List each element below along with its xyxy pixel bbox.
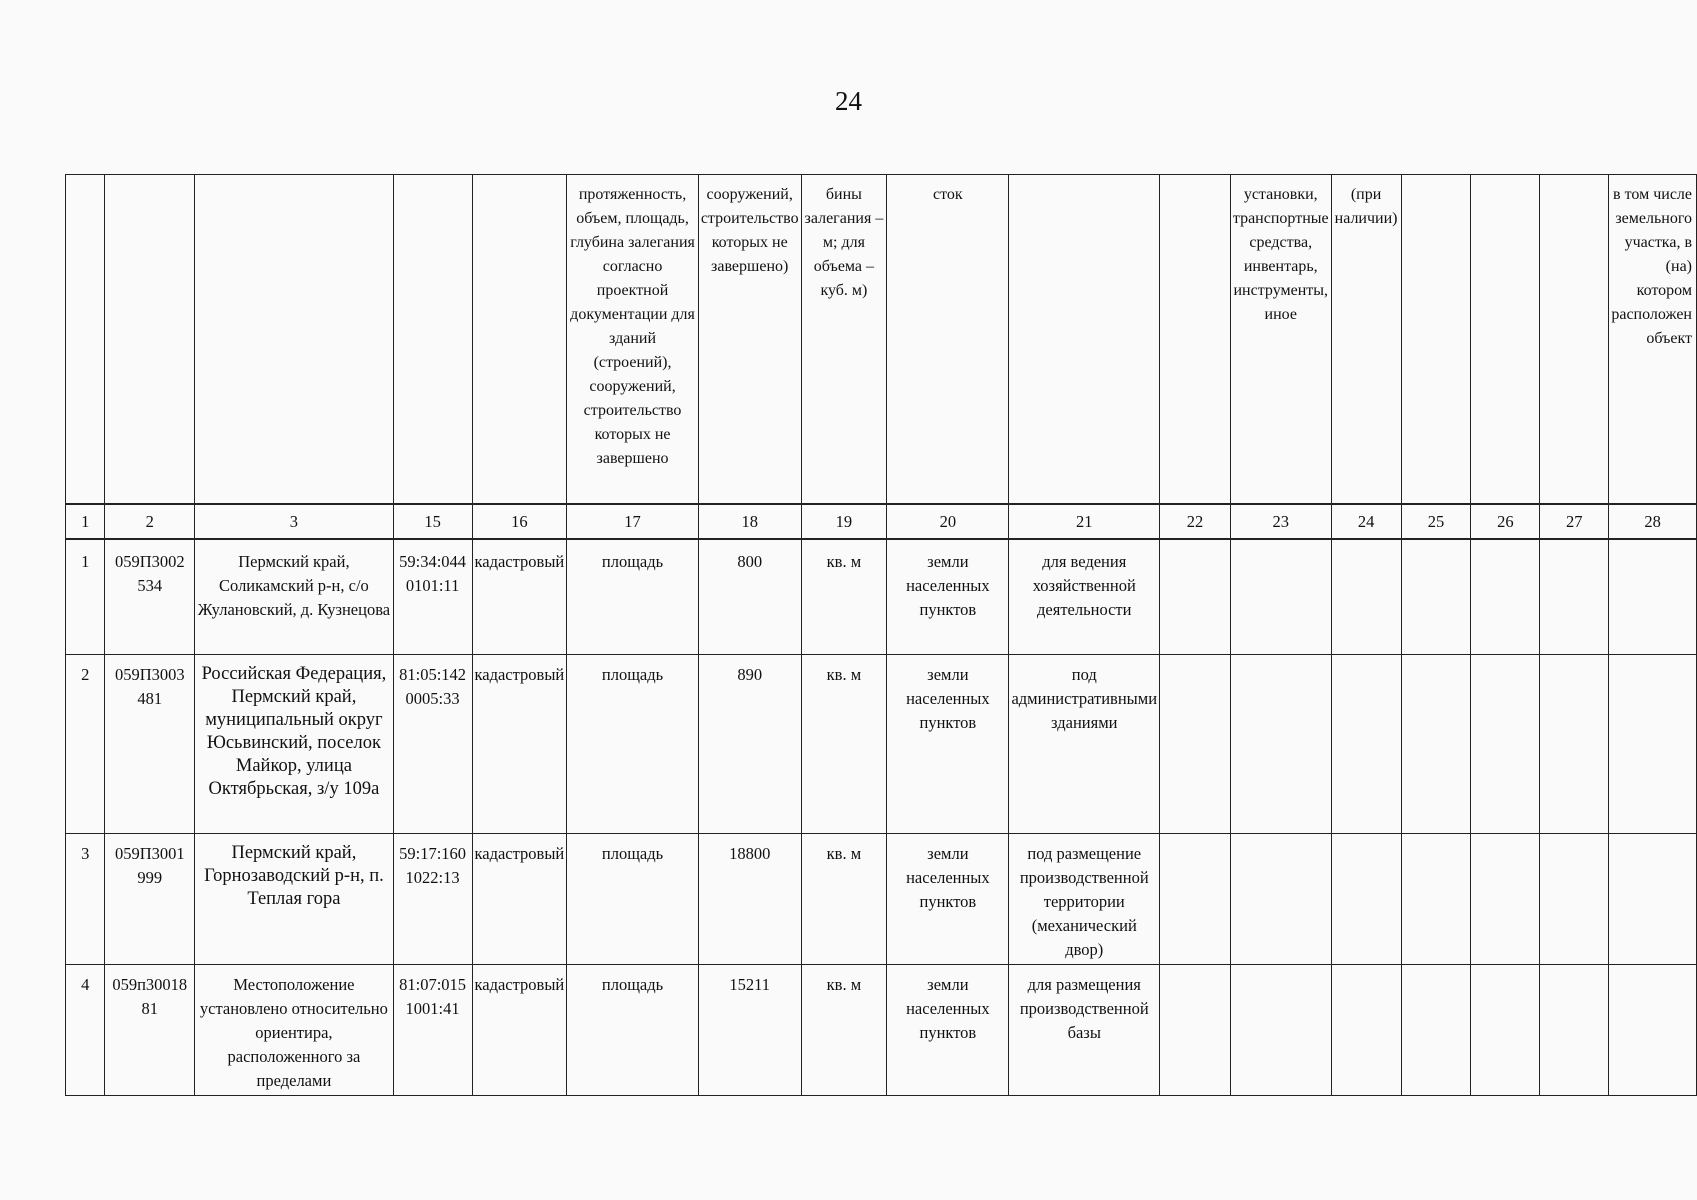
header-cell [1401,175,1471,505]
empty-cell [1471,539,1540,655]
empty-cell [1609,965,1697,1096]
header-cell [1160,175,1231,505]
land-category: земли населенных пунктов [887,834,1009,965]
header-cell [393,175,472,505]
parameter: площадь [567,539,699,655]
land-category: земли населенных пунктов [887,965,1009,1096]
unit: кв. м [801,539,887,655]
column-number: 17 [567,504,699,539]
object-code: 059П3001 999 [105,834,195,965]
empty-cell [1540,655,1609,834]
header-cell [472,175,567,505]
header-cell-23: установки, транспортные средства, инвентарь, инструменты, иное [1230,175,1331,505]
cadastral-number: 59:17:160 1022:13 [393,834,472,965]
column-number: 26 [1471,504,1540,539]
unit: кв. м [801,965,887,1096]
empty-cell [1540,834,1609,965]
parameter: площадь [567,834,699,965]
header-cell [66,175,105,505]
table-row [66,655,1697,834]
column-number: 27 [1540,504,1609,539]
row-number: 1 [66,539,105,655]
object-code: 059П3002 534 [105,539,195,655]
parameter: площадь [567,655,699,834]
table-row [66,539,1697,655]
object-code: 059п30018 81 [105,965,195,1096]
empty-cell [1160,539,1231,655]
parameter: площадь [567,965,699,1096]
header-cell [1471,175,1540,505]
column-number: 18 [698,504,801,539]
row-number: 3 [66,834,105,965]
address: Пермский край, Горнозаводский р-н, п. Теплая гора [195,834,394,965]
unit: кв. м [801,834,887,965]
cadastral-number: 59:34:044 0101:11 [393,539,472,655]
page-number: 24 [835,86,862,116]
empty-cell [1230,655,1331,834]
column-number: 24 [1331,504,1401,539]
permitted-use: для размещения производственной базы [1009,965,1160,1096]
header-cell [105,175,195,505]
land-category: земли населенных пунктов [887,539,1009,655]
property-table [65,174,1697,1096]
number-type: кадастровый [472,965,567,1096]
table-row [66,965,1697,1096]
column-number: 19 [801,504,887,539]
empty-cell [1471,834,1540,965]
header-cell-20: сток [887,175,1009,505]
column-number: 22 [1160,504,1231,539]
column-number: 23 [1230,504,1331,539]
cadastral-number: 81:05:142 0005:33 [393,655,472,834]
empty-cell [1401,965,1471,1096]
empty-cell [1331,655,1401,834]
empty-cell [1401,539,1471,655]
column-number: 25 [1401,504,1471,539]
column-number: 28 [1609,504,1697,539]
header-row [66,175,1697,505]
permitted-use: под административными зданиями [1009,655,1160,834]
empty-cell [1401,834,1471,965]
empty-cell [1609,655,1697,834]
empty-cell [1540,965,1609,1096]
column-number-row [66,504,1697,539]
column-number: 20 [887,504,1009,539]
row-number: 2 [66,655,105,834]
row-number: 4 [66,965,105,1096]
empty-cell [1160,655,1231,834]
value: 800 [698,539,801,655]
empty-cell [1230,834,1331,965]
column-number: 21 [1009,504,1160,539]
empty-cell [1230,539,1331,655]
column-number: 15 [393,504,472,539]
land-category: земли населенных пунктов [887,655,1009,834]
permitted-use: для ведения хозяйственной деятельности [1009,539,1160,655]
number-type: кадастровый [472,655,567,834]
cadastral-number: 81:07:015 1001:41 [393,965,472,1096]
object-code: 059П3003 481 [105,655,195,834]
table-row [66,834,1697,965]
column-number: 16 [472,504,567,539]
empty-cell [1471,965,1540,1096]
permitted-use: под размещение производственной территории (механический двор) [1009,834,1160,965]
empty-cell [1540,539,1609,655]
header-cell-28: в том числе земельного участка, в (на) котором расположен объект [1609,175,1697,505]
address: Местоположение установлено относительно ориентира, расположенного за пределами [195,965,394,1096]
empty-cell [1609,834,1697,965]
empty-cell [1471,655,1540,834]
header-cell-19: бины залегания – м; для объема – куб. м) [801,175,887,505]
empty-cell [1331,834,1401,965]
address: Российская Федерация, Пермский край, муниципальный округ Юсьвинский, поселок Майкор, улица Октябрьская, з/у 109а [195,655,394,834]
value: 890 [698,655,801,834]
empty-cell [1331,539,1401,655]
column-number: 2 [105,504,195,539]
column-number: 3 [195,504,394,539]
unit: кв. м [801,655,887,834]
value: 18800 [698,834,801,965]
empty-cell [1160,834,1231,965]
empty-cell [1609,539,1697,655]
empty-cell [1160,965,1231,1096]
empty-cell [1230,965,1331,1096]
header-cell-18: сооружений, строительство которых не завершено) [698,175,801,505]
header-cell [1009,175,1160,505]
address: Пермский край, Соликамский р-н, с/о Жулановский, д. Кузнецова [195,539,394,655]
number-type: кадастровый [472,539,567,655]
number-type: кадастровый [472,834,567,965]
empty-cell [1401,655,1471,834]
value: 15211 [698,965,801,1096]
empty-cell [1331,965,1401,1096]
header-cell [1540,175,1609,505]
header-cell-17: протяженность, объем, площадь, глубина залегания согласно проектной документации для зданий (строений), сооружений, строительство которых не завершено [567,175,699,505]
column-number: 1 [66,504,105,539]
header-cell [195,175,394,505]
header-cell-24: (при наличии) [1331,175,1401,505]
